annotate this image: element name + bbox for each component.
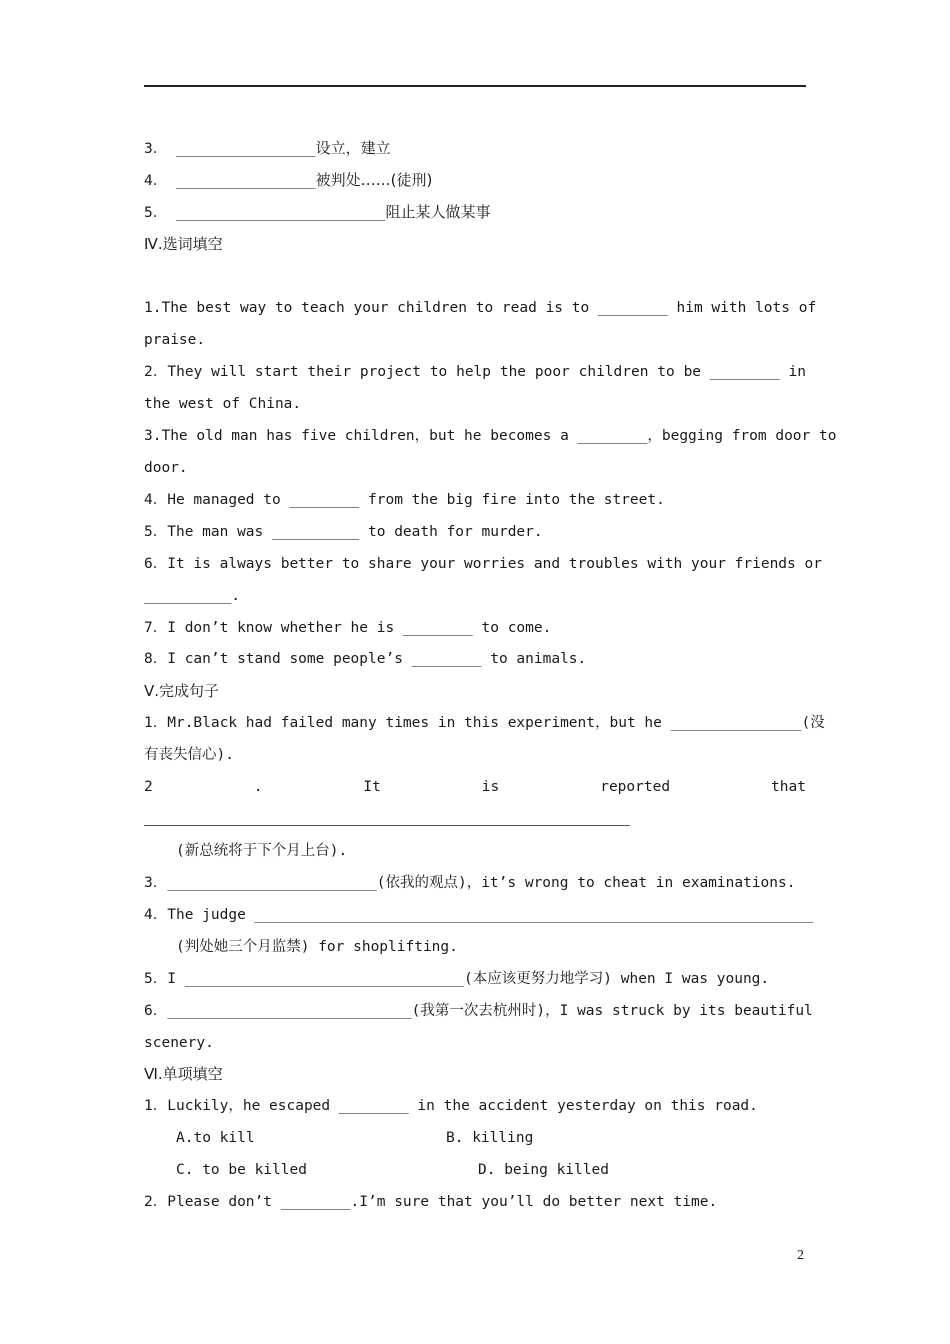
s6-q1-option-d[interactable]: D. being killed <box>478 1162 609 1178</box>
section-4-title: Ⅳ.选词填空 <box>144 235 223 253</box>
s4-q1-line2: praise. <box>144 332 206 348</box>
s4-q6-line1: 6．It is always better to share your worries and troubles with your friends or <box>144 556 822 572</box>
s5-q5: 5．I ________________________________(本应该更努力地学习) when I was young. <box>144 971 770 987</box>
answer-blank[interactable]: ________________ <box>175 173 316 189</box>
s4-q8: 8．I can’t stand some people’s ________ to animals. <box>144 651 587 667</box>
phrase-item-4: 4． ________________被判处……(徒刑) <box>144 171 433 189</box>
header-rule <box>144 85 806 87</box>
s4-q2-line1: 2．They will start their project to help the poor children to be ________ in <box>144 364 806 380</box>
phrase-item-5: 5． ________________________阻止某人做某事 <box>144 203 491 221</box>
s5-q1-line2: 有丧失信心). <box>144 747 234 763</box>
s5-q6-line2: scenery. <box>144 1035 214 1051</box>
answer-blank[interactable]: ________________ <box>175 141 316 157</box>
s4-q3-line1: 3.The old man has five children，but he becomes a ________，begging from door to <box>144 428 837 444</box>
s4-q6-line2: __________. <box>144 588 241 604</box>
s6-q1-option-b[interactable]: B. killing <box>446 1130 534 1146</box>
s5-q4-line1: 4．The judge ________________________________________________________________ <box>144 907 814 923</box>
s6-q1-option-c[interactable]: C. to be killed <box>176 1162 307 1178</box>
s5-q3: 3．________________________(依我的观点)，it’s wrong to cheat in examinations. <box>144 875 796 891</box>
s4-q3-line2: door. <box>144 460 188 476</box>
section-5-title: Ⅴ.完成句子 <box>144 682 220 700</box>
s5-q2-hint: (新总统将于下个月上台). <box>176 843 348 859</box>
s4-q5: 5．The man was __________ to death for murder. <box>144 524 543 540</box>
page-number: 2 <box>797 1248 804 1263</box>
s6-q1: 1．Luckily，he escaped ________ in the accident yesterday on this road. <box>144 1098 758 1114</box>
s5-q6-line1: 6．____________________________(我第一次去杭州时)，I was struck by its beautiful <box>144 1003 813 1019</box>
s5-q4-line2: (判处她三个月监禁) for shoplifting. <box>176 939 458 955</box>
s4-q2-line2: the west of China. <box>144 396 302 412</box>
s6-q2: 2．Please don’t ________.I’m sure that you’ll do better next time. <box>144 1194 718 1210</box>
s5-q1-line1: 1．Mr.Black had failed many times in this experiment，but he _______________(没 <box>144 715 825 731</box>
s4-q7: 7．I don’t know whether he is ________ to come. <box>144 620 552 636</box>
phrase-item-3: 3． ________________设立，建立 <box>144 139 391 157</box>
s5-q2-answer-line[interactable] <box>144 825 630 826</box>
section-6-title: Ⅵ.单项填空 <box>144 1065 223 1083</box>
s5-q2-line1: 2 . It is reported that <box>144 779 806 795</box>
answer-blank[interactable]: ________________________ <box>175 205 386 221</box>
s4-q1-line1: 1.The best way to teach your children to read is to ________ him with lots of <box>144 300 817 316</box>
s4-q4: 4．He managed to ________ from the big fire into the street. <box>144 492 665 508</box>
s6-q1-option-a[interactable]: A.to kill <box>176 1130 255 1146</box>
